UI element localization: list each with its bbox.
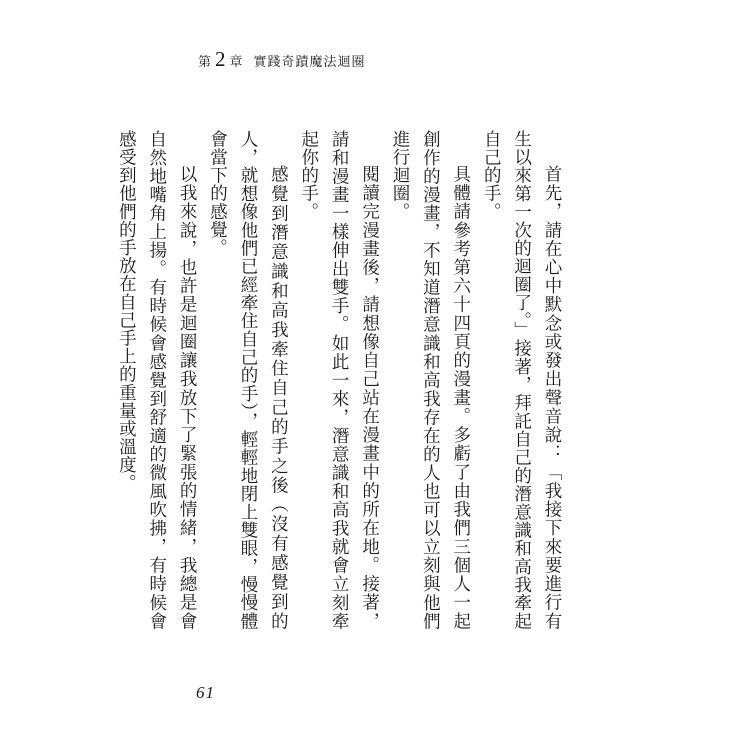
chapter-suffix: 章: [229, 55, 244, 70]
chapter-number: 2: [215, 47, 227, 71]
paragraph: 以我來說，也許是迴圈讓我放下了緊張的情緒，我總是會自然地嘴角上揚。有時候會感覺到舒適的微風吹拂，有時候會感受到他們的手放在自己手上的重量或溫度。: [116, 130, 198, 630]
vertical-body-text: [116, 130, 567, 630]
paragraph: 具體請參考第六十四頁的漫畫。多虧了由我們三個人一起創作的漫畫，不知道潛意識和高我存在的人也可以立刻與他們進行迴圈。: [389, 130, 471, 630]
paragraph: 閱讀完漫畫後，請想像自己站在漫畫中的所在地。接著，請和漫畫一樣伸出雙手。如此一來，潛意識和高我就會立刻牽起你的手。: [298, 130, 380, 630]
chapter-prefix: 第: [198, 55, 213, 70]
chapter-title: 實踐奇蹟魔法迴圈: [253, 55, 366, 70]
page-number: 61: [196, 683, 215, 702]
running-header: [198, 49, 366, 70]
paragraph: 感覺到潛意識和高我牽住自己的手之後（沒有感覺到的人，就想像他們已經牽住自己的手），輕輕地閉上雙眼，慢慢體會當下的感覺。: [207, 130, 289, 630]
paragraph: 首先，請在心中默念或發出聲音說：「我接下來要進行有生以來第一次的迴圈了。」接著，拜託自己的潛意識和高我牽起自己的手。: [481, 130, 562, 630]
